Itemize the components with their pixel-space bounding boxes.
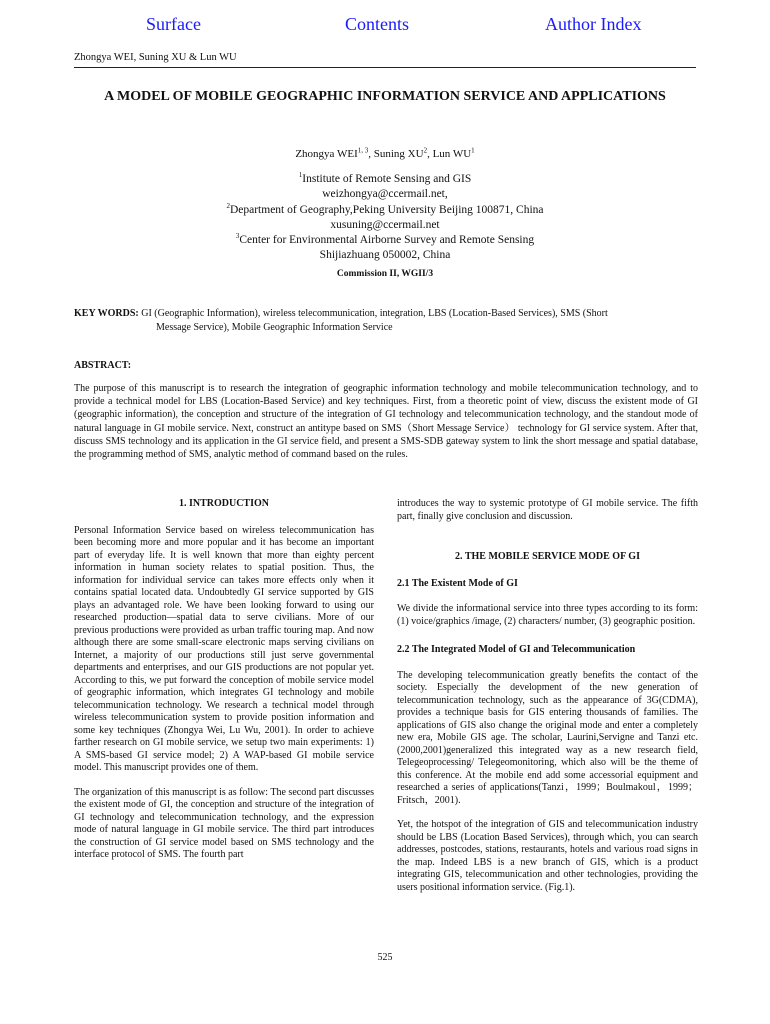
affiliation-1 xyxy=(74,172,696,187)
keywords-label: KEY WORDS: xyxy=(74,308,139,319)
subsection-2-2-paragraph-1: The developing telecommunication greatly benefits the contact of the society. Especially the development of the new generation of telecommunication technology, such as the appearance of 3G(CDMA), provides a technique basis for GIS entering thousands of families. The applications of GIS also change the original mode and enter a completely new era, Mobile GIS age. The scholar, Laurini,Servigne and Tanzi etc.(2000,2001)generalized this integrated way as a new research field, Telegeoprocessing/ Telegeomonitoring, which also will be the theme of this conference. At the mobile end add some accessorial equipment and researched a series of applications(Tanzi，1999；Boulmakoul，1999；Fritsch，2001). xyxy=(397,669,698,806)
commission-line: Commission II, WGII/3 xyxy=(336,269,434,279)
keywords-line-1: GI (Geographic Information), wireless telecommunication, integration, LBS (Location-Based Services), SMS (Short xyxy=(141,308,608,319)
abstract-heading: ABSTRACT: xyxy=(74,360,132,371)
affiliation-1-email: weizhongya@ccermail.net, xyxy=(322,188,448,201)
intro-paragraph-2: The organization of this manuscript is as follow: The second part discusses the existent mode of GI, the conception and structure of the integration of GI technology and telecommunication technology, and the expression mode of natural language in GI mobile service. The third part introduces the construction of GI service model based on SMS technology and the interface protocol of SMS. The fourth part xyxy=(74,786,374,860)
affiliation-2 xyxy=(74,203,696,218)
affiliation-1-text: Institute of Remote Sensing and GIS xyxy=(302,173,472,185)
affiliation-1-sup: 1 xyxy=(298,171,303,180)
subsection-2-2-paragraph-2: Yet, the hotspot of the integration of GIS and telecommunication industry should be LBS (Location Based Services), through which, you can search addresses, postcodes, stations, restaurants, hotels and various road signs in the map. Indeed LBS is a new branch of GIS, which is a product integrating GIS, telecommunication and other technologies, providing the users positional information service. (Fig.1). xyxy=(397,819,698,893)
top-navigation xyxy=(0,14,770,40)
intro-paragraph-continued: introduces the way to systemic prototype of GI mobile service. The fifth part, finally give conclusion and discussion. xyxy=(397,498,698,522)
subsection-2-1-heading: 2.1 The Existent Mode of GI xyxy=(397,577,518,589)
section-2-heading: 2. THE MOBILE SERVICE MODE OF GI xyxy=(455,551,640,562)
author-3-sup: 1 xyxy=(471,146,475,155)
abstract-body: The purpose of this manuscript is to research the integration of geographic information technology and mobile telecommunication technology, and to provide a technical model for LBS (Location-Based Service) and key techniques. First, from a theoretic point of view, discuss the existent mode of GI (geographic information), the conception and structure of the integration of GI technology and telecommunication technology, and the standout mode of natural language in GI mobile service. Next, construct an antitype based on SMS（Short Message Service） technology for GI service system. After that, discuss SMS technology and its application in the GI service field, and present a SMS-SDB gateway system to link the short message and spatial database, the programming method of SMS, analytic method of command based on the rules. xyxy=(74,383,698,461)
author-2: Suning XU xyxy=(373,148,424,160)
keywords-line-2: Message Service), Mobile Geographic Information Service xyxy=(156,321,393,333)
header-rule xyxy=(74,67,696,68)
running-head: Zhongya WEI, Suning XU & Lun WU xyxy=(74,52,237,63)
left-column xyxy=(74,498,374,874)
surface-link[interactable]: Surface xyxy=(146,14,201,34)
affiliation-2-sup: 2 xyxy=(226,201,230,210)
subsection-2-1-paragraph: We divide the informational service into three types according to its form: (1) voice/graphics /image, (2) characters/ number, (3) geographic position. xyxy=(397,603,698,627)
paper-title: A MODEL OF MOBILE GEOGRAPHIC INFORMATION SERVICE AND APPLICATIONS xyxy=(104,89,666,104)
affiliations xyxy=(74,172,696,264)
affiliation-3-sup: 3 xyxy=(235,232,240,241)
author-line: Zhongya WEI$^{1, 3}$, Suning $XU^2$, Lun $WU^1$ xyxy=(295,146,475,160)
affiliation-3 xyxy=(74,233,696,248)
affiliation-3-city: Shijiazhuang 050002, China xyxy=(319,249,451,262)
page-number: 525 xyxy=(377,952,393,963)
affiliation-3-text: Center for Environmental Airborne Survey and Remote Sensing xyxy=(239,234,535,247)
author-index-link[interactable]: Author Index xyxy=(545,14,642,34)
affiliation-2-email: xusuning@ccermail.net xyxy=(330,218,440,231)
keywords-block xyxy=(74,307,698,334)
author-1: Zhongya WEI xyxy=(295,148,358,160)
right-column xyxy=(397,498,698,906)
affiliation-2-text: Department of Geography,Peking University Beijing 100871, China xyxy=(229,203,544,216)
section-1-heading: 1. INTRODUCTION xyxy=(178,498,269,509)
contents-link[interactable]: Contents xyxy=(345,14,410,34)
author-2-sup: 2 xyxy=(423,146,428,155)
subsection-2-2-heading: 2.2 The Integrated Model of GI and Telecommunication xyxy=(397,644,636,655)
intro-paragraph-1: Personal Information Service based on wireless telecommunication has been becoming more and more popular and it has become an important part of everyday life. It is well known that more than eighty percent information in human society relates to spatial position. Thus, the information for individual service can takes more effects only when it contains spatial located data. Undoubtedly GI service supported by GIS plays an advantaged role. We have been looking forward to using our researched production—spatial data to serve civilians. More of our previous productions were provided as urban traffic touring map. And now although there are some small-scare electronic maps serving civilians on Internet, a majority of our productions still just serve governmental departments and enterprises, and our GIS productions are not popular yet. According to this, we put forward the conception of mobile service model of geographic information, which integrates GI technology and mobile telecommunication technology. We research a technical model through wireless telecommunication system to provide position information and some key techniques (Zhongya Wei, Lu Wu, 2001). In order to achieve farther research on GI mobile service, we setup two main experiments: 1) A SMS-based GI service model; 2) A WAP-based GI mobile service model. This manuscript provides one of them. xyxy=(74,524,374,773)
author-1-sup: 1, 3 xyxy=(357,146,369,155)
author-3: Lun WU xyxy=(432,148,472,160)
